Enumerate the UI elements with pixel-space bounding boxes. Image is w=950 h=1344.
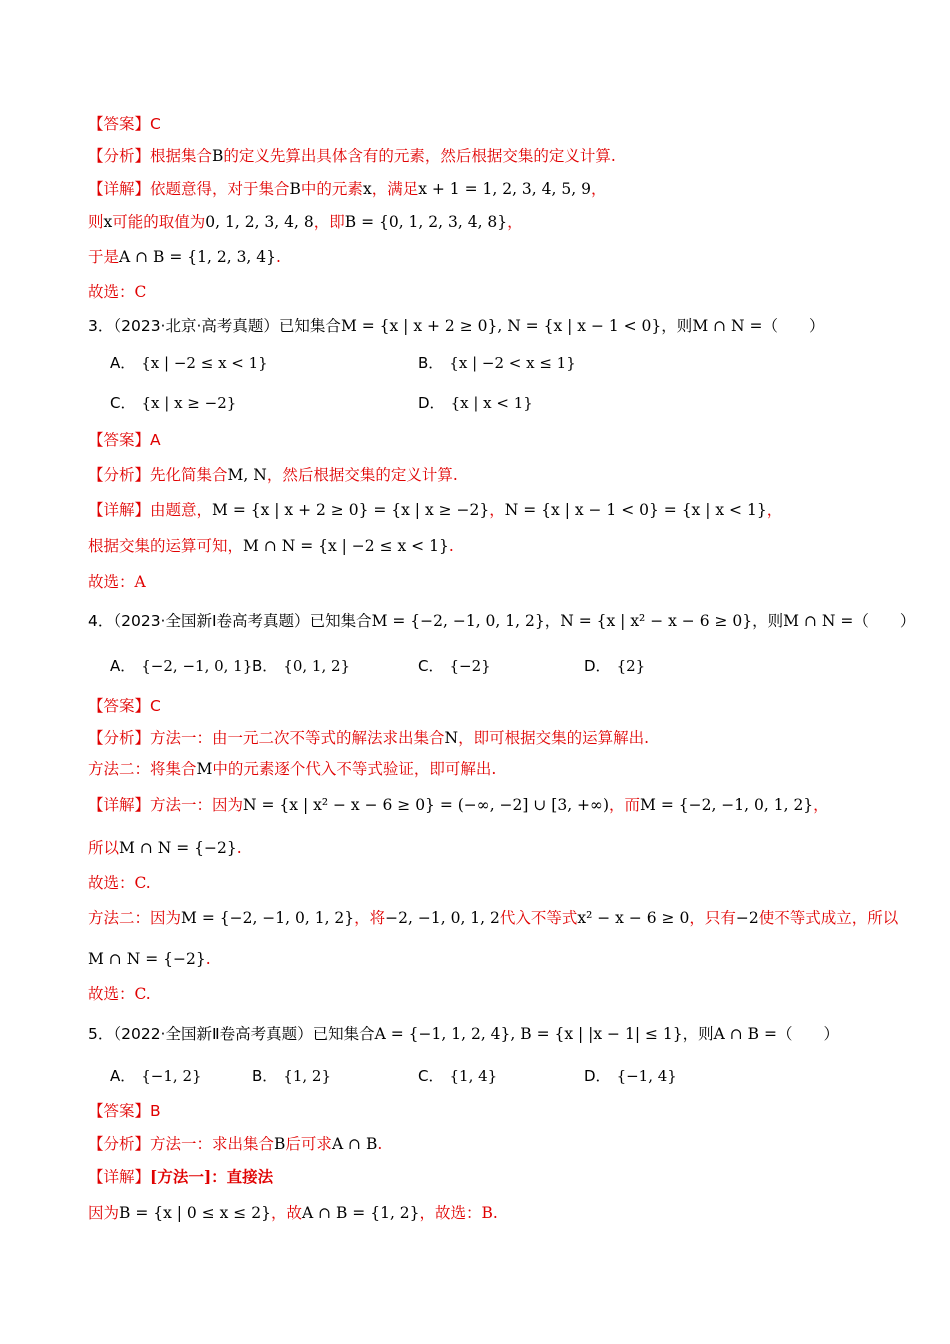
option-letter: D． xyxy=(584,1067,611,1085)
answer-line xyxy=(88,429,161,451)
option-text: {x | x < 1} xyxy=(450,394,533,412)
math-expression: M xyxy=(196,760,213,778)
text-segment: 则 xyxy=(88,213,104,231)
text-segment: . xyxy=(377,1135,383,1153)
math-expression: M ∩ N = xyxy=(783,612,854,630)
text-segment: 4．（2023·全国新Ⅰ卷高考真题） xyxy=(88,612,310,630)
text-segment: 【答案】 xyxy=(88,1102,151,1120)
option-text: {−1, 4} xyxy=(616,1067,677,1085)
text-segment: 【分析】 xyxy=(88,466,151,484)
q5-option-d xyxy=(584,1065,677,1087)
text-segment: ，只有 xyxy=(689,909,736,927)
text-segment: ， xyxy=(813,796,829,814)
text-segment: 故选：A xyxy=(88,573,146,591)
q3-option-d xyxy=(418,392,533,414)
detail-line xyxy=(88,499,782,521)
text-segment: 因为 xyxy=(88,1204,120,1222)
math-expression: N xyxy=(444,729,459,747)
q4-option-b xyxy=(252,655,350,677)
math-expression: M, N xyxy=(227,466,267,484)
option-letter: B． xyxy=(252,1067,278,1085)
text-segment: C xyxy=(150,697,161,715)
answer-line xyxy=(88,695,161,717)
detail-line xyxy=(88,211,523,233)
text-segment: （ ） xyxy=(776,1025,839,1043)
text-segment: 【分析】 xyxy=(88,147,151,165)
text-segment: 故选：C. xyxy=(88,874,151,892)
text-segment: ，故选：B. xyxy=(419,1204,498,1222)
text-segment: . xyxy=(448,537,454,555)
question-3-stem xyxy=(88,315,825,337)
analysis-line xyxy=(88,758,496,780)
analysis-line xyxy=(88,145,616,167)
text-segment: ， xyxy=(507,213,523,231)
math-expression: A ∩ B = {1, 2} xyxy=(301,1204,420,1222)
text-segment: ，则 xyxy=(682,1025,714,1043)
math-expression: B = {0, 1, 2, 3, 4, 8} xyxy=(344,213,508,231)
detail-line xyxy=(88,1166,273,1188)
text-segment: 【详解】 xyxy=(88,501,151,519)
question-4-stem xyxy=(88,610,915,632)
option-text: {−2, −1, 0, 1} xyxy=(141,657,253,675)
detail-line xyxy=(88,907,898,929)
text-segment: 【分析】 xyxy=(88,729,151,747)
text-segment: （ ） xyxy=(853,612,916,630)
text-segment: ， xyxy=(489,501,505,519)
text-segment: 使不等式成立，所以 xyxy=(758,909,899,927)
text-segment: 由题意， xyxy=(150,501,213,519)
option-letter: B． xyxy=(252,657,278,675)
option-text: {−2} xyxy=(449,657,491,675)
option-text: {x | x ≥ −2} xyxy=(141,394,237,412)
option-text: {0, 1, 2} xyxy=(283,657,351,675)
math-expression: M = {x | x + 2 ≥ 0} = {x | x ≥ −2} xyxy=(212,501,490,519)
option-letter: D． xyxy=(418,394,445,412)
text-segment: 依题意得，对于集合 xyxy=(150,180,290,198)
math-expression: A = {−1, 1, 2, 4}, B = {x | |x − 1| ≤ 1} xyxy=(374,1025,683,1043)
math-expression: A ∩ B = xyxy=(713,1025,777,1043)
math-expression: B xyxy=(274,1135,286,1153)
answer-line xyxy=(88,113,161,135)
option-letter: C． xyxy=(110,394,136,412)
analysis-line xyxy=(88,727,649,749)
text-segment: . xyxy=(276,248,281,266)
text-segment: ， xyxy=(544,612,561,630)
analysis-line xyxy=(88,464,458,486)
detail-line xyxy=(88,794,829,816)
analysis-line xyxy=(88,1133,382,1155)
text-segment: 已知集合 xyxy=(278,317,341,335)
q4-option-d xyxy=(584,655,645,677)
text-segment: ，则 xyxy=(661,317,693,335)
math-expression: M = {−2, −1, 0, 1, 2} xyxy=(371,612,545,630)
option-text: {2} xyxy=(616,657,646,675)
option-letter: A． xyxy=(110,1067,136,1085)
math-expression: M ∩ N = {x | −2 ≤ x < 1} xyxy=(243,537,449,555)
option-letter: D． xyxy=(584,657,611,675)
math-expression: N = {x | x − 1 < 0} = {x | x < 1} xyxy=(504,501,767,519)
answer-line xyxy=(88,1100,161,1122)
option-letter: C． xyxy=(418,1067,444,1085)
option-text: {−1, 2} xyxy=(141,1067,202,1085)
text-segment: ，然后根据交集的定义计算. xyxy=(266,466,458,484)
math-expression: x + 1 = 1, 2, 3, 4, 5, 9 xyxy=(418,180,591,198)
text-segment: 根据交集的运算可知， xyxy=(88,537,244,555)
math-expression: 0, 1, 2, 3, 4, 8 xyxy=(205,213,314,231)
math-expression: −2, −1, 0, 1, 2 xyxy=(385,909,500,927)
option-text: {x | −2 < x ≤ 1} xyxy=(449,354,576,372)
text-segment: 于是 xyxy=(88,248,120,266)
option-letter: A． xyxy=(110,354,136,372)
math-expression: M ∩ N = {−2} xyxy=(88,950,206,968)
text-segment: 方法二：因为 xyxy=(88,909,182,927)
math-expression: A ∩ B xyxy=(331,1135,378,1153)
choose-line xyxy=(88,281,146,303)
q3-option-b xyxy=(418,352,576,374)
option-letter: B． xyxy=(418,354,444,372)
math-expression: B = {x | 0 ≤ x ≤ 2} xyxy=(119,1204,271,1222)
text-segment: ，满足 xyxy=(371,180,419,198)
text-segment: 【分析】 xyxy=(88,1135,151,1153)
text-segment: 故选：C. xyxy=(88,985,151,1003)
text-segment: 可能的取值为 xyxy=(112,213,206,231)
math-expression: M ∩ N = xyxy=(692,317,763,335)
q3-option-a xyxy=(110,352,268,374)
text-segment: 中的元素 xyxy=(300,180,363,198)
q5-option-b xyxy=(252,1065,331,1087)
math-expression: x xyxy=(362,180,372,198)
text-segment: 根据集合 xyxy=(150,147,213,165)
question-5-stem xyxy=(88,1023,839,1045)
text-segment: ，故 xyxy=(270,1204,302,1222)
option-text: {1, 2} xyxy=(283,1067,332,1085)
q5-option-c xyxy=(418,1065,497,1087)
math-expression: −2 xyxy=(735,909,759,927)
text-segment: 方法一：由一元二次不等式的解法求出集合 xyxy=(150,729,445,747)
text-segment: 代入不等式 xyxy=(499,909,578,927)
math-expression: N = {x | x² − x − 6 ≥ 0} = (−∞, −2] ∪ [3, +∞) xyxy=(243,796,610,814)
option-text: {x | −2 ≤ x < 1} xyxy=(141,354,268,372)
option-letter: A． xyxy=(110,657,136,675)
text-segment: 【详解】 xyxy=(88,1168,151,1186)
text-segment: 方法二：将集合 xyxy=(88,760,197,778)
math-expression: M = {−2, −1, 0, 1, 2} xyxy=(181,909,355,927)
math-expression: B xyxy=(289,180,301,198)
text-segment: 【详解】 xyxy=(88,796,151,814)
detail-line xyxy=(88,178,606,200)
text-segment: 先化简集合 xyxy=(150,466,228,484)
math-expression: M = {x | x + 2 ≥ 0}, N = {x | x − 1 < 0} xyxy=(340,317,662,335)
math-expression: B xyxy=(212,147,224,165)
detail-line xyxy=(88,1202,498,1224)
text-segment: ， xyxy=(590,180,607,198)
math-expression: M = {−2, −1, 0, 1, 2} xyxy=(640,796,814,814)
math-expression: N = {x | x² − x − 6 ≥ 0} xyxy=(560,612,753,630)
text-segment: 中的元素逐个代入不等式验证，即可解出. xyxy=(212,760,497,778)
detail-line xyxy=(88,948,211,970)
q4-option-a xyxy=(110,655,252,677)
text-segment: C xyxy=(150,115,161,133)
text-segment: 故选：C xyxy=(88,283,147,301)
q3-option-c xyxy=(110,392,236,414)
text-segment: 方法一：求出集合 xyxy=(150,1135,275,1153)
text-segment: A xyxy=(150,431,161,449)
text-segment: 后可求 xyxy=(285,1135,332,1153)
detail-line xyxy=(88,246,281,268)
text-segment: [方法一]：直接法 xyxy=(150,1167,274,1186)
text-segment: 已知集合 xyxy=(312,1025,375,1043)
text-segment: 3．（2023·北京·高考真题） xyxy=(88,317,279,335)
math-expression: A ∩ B = {1, 2, 3, 4} xyxy=(119,248,277,266)
text-segment: 5．（2022·全国新Ⅱ卷高考真题） xyxy=(88,1025,313,1043)
text-segment: 【详解】 xyxy=(88,180,151,198)
q5-option-a xyxy=(110,1065,202,1087)
text-segment: ，即 xyxy=(313,213,345,231)
text-segment: ，将 xyxy=(354,909,386,927)
text-segment: 所以 xyxy=(88,839,120,857)
math-expression: M ∩ N = {−2} xyxy=(119,839,237,857)
detail-line xyxy=(88,535,454,557)
q4-option-c xyxy=(418,655,491,677)
math-expression: x xyxy=(103,213,113,231)
option-text: {1, 4} xyxy=(449,1067,498,1085)
text-segment: . xyxy=(205,950,211,968)
choose-line xyxy=(88,872,151,894)
text-segment: . xyxy=(236,839,242,857)
text-segment: ，则 xyxy=(752,612,784,630)
choose-line xyxy=(88,571,146,593)
text-segment: 的定义先算出具体含有的元素，然后根据交集的定义计算. xyxy=(223,147,616,165)
choose-line xyxy=(88,983,151,1005)
text-segment: B xyxy=(150,1102,161,1120)
text-segment: ， xyxy=(766,501,783,519)
text-segment: ，而 xyxy=(609,796,641,814)
text-segment: 【答案】 xyxy=(88,697,151,715)
math-expression: x² − x − 6 ≥ 0 xyxy=(577,909,690,927)
text-segment: 方法一：因为 xyxy=(150,796,244,814)
option-letter: C． xyxy=(418,657,444,675)
text-segment: 【答案】 xyxy=(88,115,151,133)
detail-line xyxy=(88,837,242,859)
text-segment: 已知集合 xyxy=(309,612,372,630)
text-segment: （ ） xyxy=(762,317,825,335)
text-segment: 【答案】 xyxy=(88,431,151,449)
text-segment: ，即可根据交集的运算解出. xyxy=(458,729,650,747)
